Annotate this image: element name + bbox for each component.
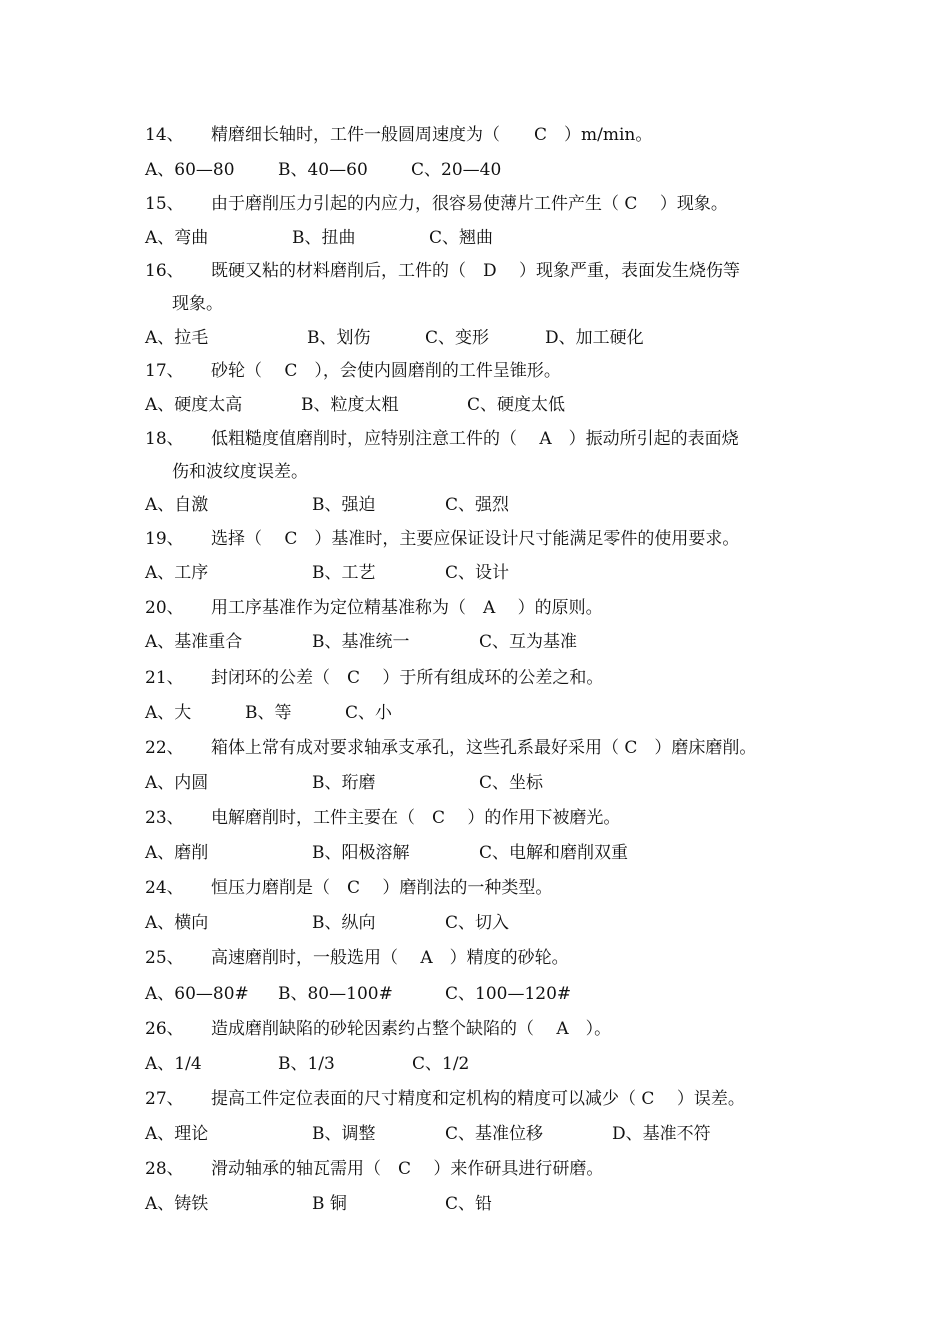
option-b: B、阳极溶解 <box>312 843 410 863</box>
question-16 <box>145 259 740 283</box>
question-18-continuation: 伤和波纹度误差。 <box>172 462 308 482</box>
question-number: 26、 <box>145 1019 184 1039</box>
option-a: A、横向 <box>145 913 209 933</box>
question-21 <box>145 666 603 690</box>
option-a: A、拉毛 <box>145 328 209 348</box>
option-d: D、基准不符 <box>612 1124 711 1144</box>
option-b: B、划伤 <box>307 328 371 348</box>
question-number: 28、 <box>145 1159 184 1179</box>
question-number: 22、 <box>145 738 184 758</box>
question-text: 由于磨削压力引起的内应力，很容易使薄片工件产生（ C ）现象。 <box>211 194 728 214</box>
option-c: C、强烈 <box>445 495 510 515</box>
option-a: A、铸铁 <box>145 1194 209 1214</box>
option-b: B、1/3 <box>278 1054 335 1074</box>
question-23 <box>145 806 620 830</box>
option-c: C、电解和磨削双重 <box>479 843 629 863</box>
option-a: A、60—80 <box>145 160 235 180</box>
question-number: 27、 <box>145 1089 184 1109</box>
option-a: A、磨削 <box>145 843 209 863</box>
question-text: 精磨细长轴时，工件一般圆周速度为（ C ）m/min。 <box>211 125 653 145</box>
question-text: 恒压力磨削是（ C ）磨削法的一种类型。 <box>211 878 553 898</box>
question-number: 18、 <box>145 429 184 449</box>
option-c: C、变形 <box>425 328 490 348</box>
question-text: 封闭环的公差（ C ）于所有组成环的公差之和。 <box>211 668 604 688</box>
question-22 <box>145 736 756 760</box>
option-b: B、珩磨 <box>312 773 376 793</box>
question-text: 滑动轴承的轴瓦需用（ C ）来作研具进行研磨。 <box>211 1159 604 1179</box>
question-17 <box>145 359 561 383</box>
option-b: B、基准统一 <box>312 632 410 652</box>
option-a: A、硬度太高 <box>145 395 243 415</box>
option-c: C、100—120# <box>445 984 572 1004</box>
option-b: B、强迫 <box>312 495 376 515</box>
option-a: A、基准重合 <box>145 632 243 652</box>
question-text: 提高工件定位表面的尺寸精度和定机构的精度可以减少（ C ）误差。 <box>211 1089 745 1109</box>
question-19 <box>145 527 739 551</box>
question-20 <box>145 596 603 620</box>
question-18 <box>145 427 739 451</box>
question-text: 低粗糙度值磨削时，应特别注意工件的（ A ）振动所引起的表面烧 <box>211 429 739 449</box>
question-number: 19、 <box>145 529 184 549</box>
option-d: D、加工硬化 <box>545 328 644 348</box>
option-c: C、互为基准 <box>479 632 578 652</box>
question-number: 24、 <box>145 878 184 898</box>
question-text: 造成磨削缺陷的砂轮因素约占整个缺陷的（ A ）。 <box>211 1019 612 1039</box>
question-16-continuation: 现象。 <box>172 294 223 314</box>
option-a: A、理论 <box>145 1124 209 1144</box>
option-c: C、切入 <box>445 913 510 933</box>
option-c: C、坐标 <box>479 773 544 793</box>
question-text: 砂轮（ C ），会使内圆磨削的工件呈锥形。 <box>211 361 561 381</box>
option-c: C、20—40 <box>411 160 502 180</box>
option-c: C、小 <box>345 703 393 723</box>
option-a: A、弯曲 <box>145 228 209 248</box>
option-c: C、基准位移 <box>445 1124 544 1144</box>
question-number: 14、 <box>145 125 184 145</box>
question-number: 21、 <box>145 668 184 688</box>
option-a: A、60—80# <box>145 984 249 1004</box>
option-c: C、1/2 <box>412 1054 470 1074</box>
question-number: 20、 <box>145 598 184 618</box>
question-text: 既硬又粘的材料磨削后，工件的（ D ）现象严重，表面发生烧伤等 <box>211 261 741 281</box>
question-text: 用工序基准作为定位精基准称为（ A ）的原则。 <box>211 598 603 618</box>
question-number: 16、 <box>145 261 184 281</box>
option-a: A、工序 <box>145 563 209 583</box>
option-b: B、粒度太粗 <box>301 395 399 415</box>
question-text: 箱体上常有成对要求轴承支承孔，这些孔系最好采用（ C ）磨床磨削。 <box>211 738 757 758</box>
question-27 <box>145 1087 745 1111</box>
option-b: B、80—100# <box>278 984 393 1004</box>
option-b: B、纵向 <box>312 913 376 933</box>
option-c: C、设计 <box>445 563 510 583</box>
option-a: A、1/4 <box>145 1054 202 1074</box>
option-a: A、大 <box>145 703 192 723</box>
question-25 <box>145 946 569 970</box>
option-a: A、内圆 <box>145 773 209 793</box>
question-text: 选择（ C ）基准时，主要应保证设计尺寸能满足零件的使用要求。 <box>211 529 740 549</box>
option-b: B、等 <box>245 703 292 723</box>
option-b: B、扭曲 <box>292 228 356 248</box>
option-c: C、硬度太低 <box>467 395 566 415</box>
question-14 <box>145 123 652 147</box>
option-b: B、40—60 <box>278 160 368 180</box>
question-28 <box>145 1157 603 1181</box>
question-24 <box>145 876 552 900</box>
option-a: A、自激 <box>145 495 209 515</box>
option-c: C、翘曲 <box>429 228 494 248</box>
option-b: B、调整 <box>312 1124 376 1144</box>
question-15 <box>145 192 728 216</box>
option-b: B 铜 <box>312 1194 347 1214</box>
question-number: 17、 <box>145 361 184 381</box>
option-b: B、工艺 <box>312 563 376 583</box>
question-26 <box>145 1017 611 1041</box>
option-c: C、铅 <box>445 1194 493 1214</box>
question-text: 电解磨削时，工件主要在（ C ）的作用下被磨光。 <box>211 808 621 828</box>
question-number: 23、 <box>145 808 184 828</box>
question-number: 15、 <box>145 194 184 214</box>
question-number: 25、 <box>145 948 184 968</box>
question-text: 高速磨削时，一般选用（ A ）精度的砂轮。 <box>211 948 569 968</box>
